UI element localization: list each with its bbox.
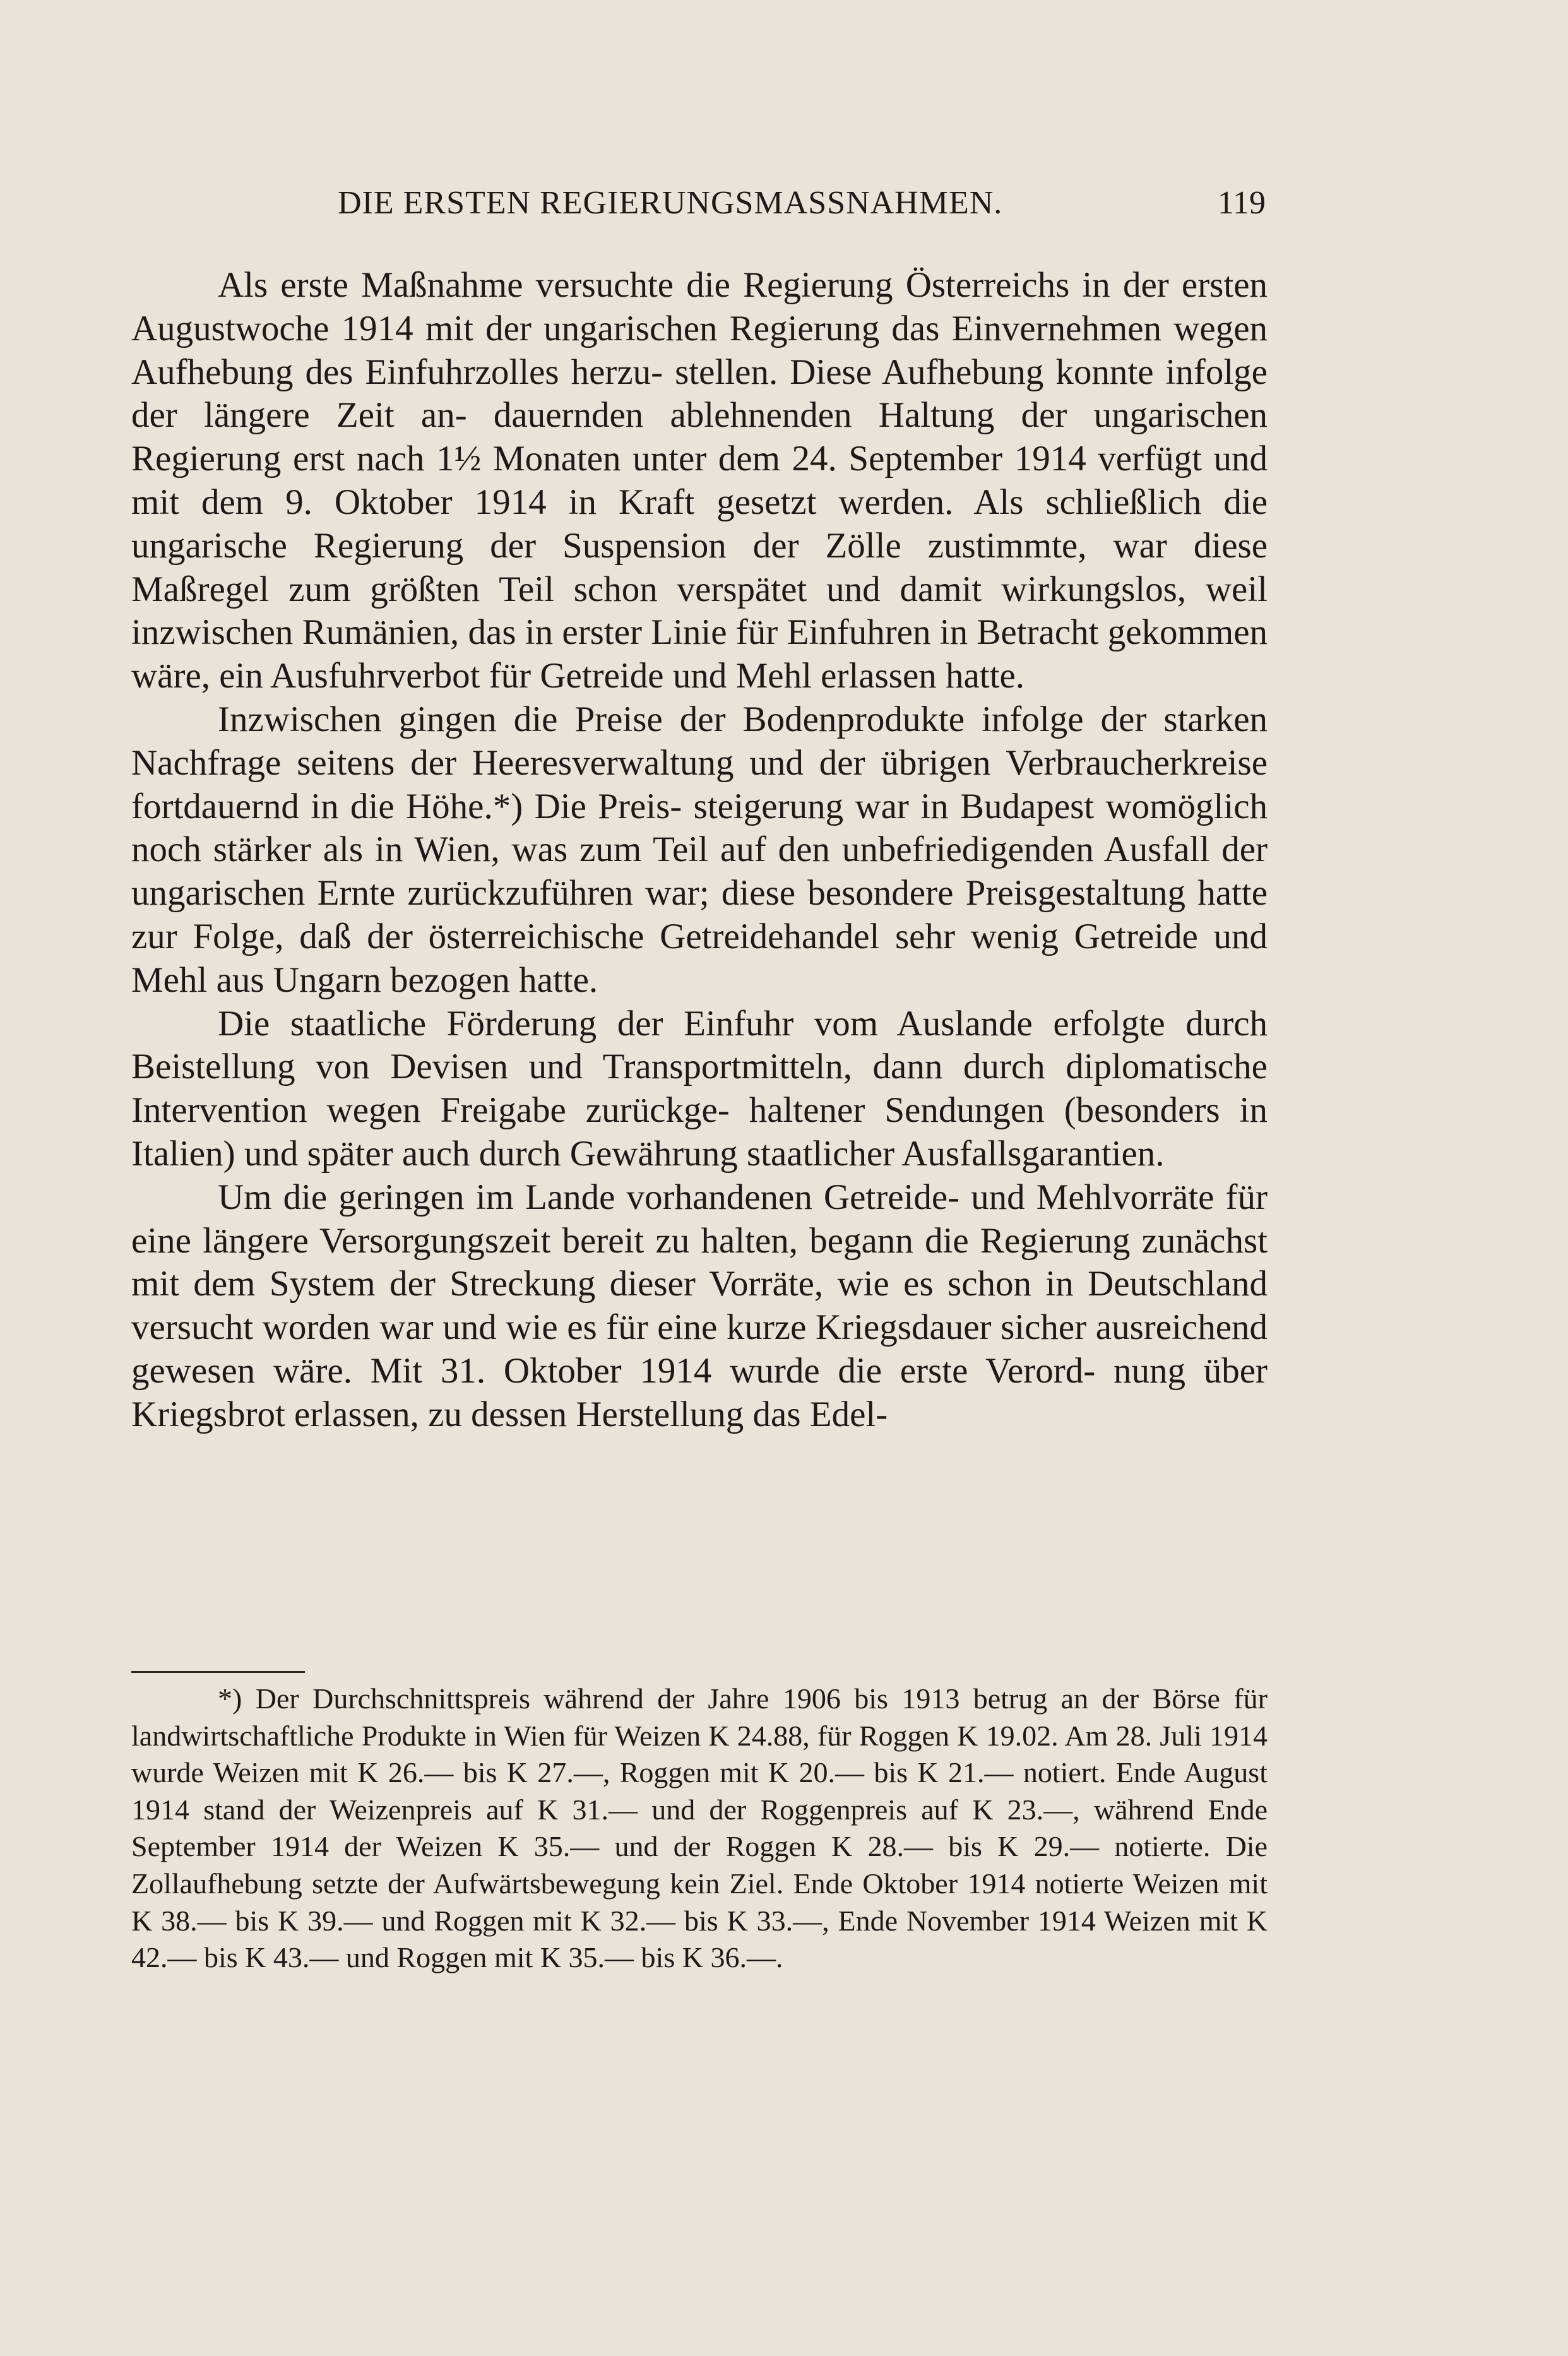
body-text bbox=[131, 264, 1268, 1437]
footnote-divider bbox=[131, 1671, 305, 1673]
paragraph-2: Inzwischen gingen die Preise der Bodenprodukte infolge der starken Nachfrage seitens der Heeresverwaltung und der übrigen Verbraucherkreise fortdauernd in die Höhe.*) Die Preis- steigerung war in Budapest womöglich noch stärker als in Wien, was zum Teil auf den unbefriedigenden Ausfall der ungarischen Ernte zurückzuführen war; diese besondere Preisgestaltung hatte zur Folge, daß der österreichische Getreidehandel sehr wenig Getreide und Mehl aus Ungarn bezogen hatte. bbox=[131, 699, 1268, 1000]
page-header bbox=[129, 184, 1266, 229]
paragraph-3: Die staatliche Förderung der Einfuhr vom Auslande erfolgte durch Beistellung von Devisen und Transportmitteln, dann durch diplomatische Intervention wegen Freigabe zurückge- haltener Sendungen (besonders in Italien) und später auch durch Gewährung staatlicher Ausfallsgarantien. bbox=[131, 1003, 1268, 1174]
page-number: 119 bbox=[1217, 185, 1266, 221]
paragraph-1: Als erste Maßnahme versuchte die Regierung Österreichs in der ersten Augustwoche 1914 mit der ungarischen Regierung das Einvernehmen wegen Aufhebung des Einfuhrzolles herzu- stellen. Diese Aufhebung konnte infolge der längere Zeit an- dauernden ablehnenden Haltung der ungarischen Regierung erst nach 1½ Monaten unter dem 24. September 1914 verfügt und mit dem 9. Oktober 1914 in Kraft gesetzt werden. Als schließlich die ungarische Regierung der Suspension der Zölle zustimmte, war diese Maßregel zum größten Teil schon verspätet und damit wirkungslos, weil inzwischen Rumänien, das in erster Linie für Einfuhren in Betracht gekommen wäre, ein Ausfuhrverbot für Getreide und Mehl erlassen hatte. bbox=[131, 265, 1268, 696]
running-title: DIE ERSTEN REGIERUNGSMASSNAHMEN. bbox=[338, 185, 1003, 221]
paragraph-4: Um die geringen im Lande vorhandenen Getreide- und Mehlvorräte für eine längere Versorgungszeit bereit zu halten, begann die Regierung zunächst mit dem System der Streckung dieser Vorräte, wie es schon in Deutschland versucht worden war und wie es für eine kurze Kriegsdauer sicher ausreichend gewesen wäre. Mit 31. Oktober 1914 wurde die erste Verord- nung über Kriegsbrot erlassen, zu dessen Herstellung das Edel- bbox=[131, 1177, 1268, 1434]
footnote: *) Der Durchschnittspreis während der Jahre 1906 bis 1913 betrug an der Börse für landwirtschaftliche Produkte in Wien für Weizen K 24.88, für Roggen K 19.02. Am 28. Juli 1914 wurde Weizen mit K 26.— bis K 27.—, Roggen mit K 20.— bis K 21.— notiert. Ende August 1914 stand der Weizenpreis auf K 31.— und der Roggenpreis auf K 23.—, während Ende September 1914 der Weizen K 35.— und der Roggen K 28.— bis K 29.— notierte. Die Zollaufhebung setzte der Aufwärtsbewegung kein Ziel. Ende Oktober 1914 notierte Weizen mit K 38.— bis K 39.— und Roggen mit K 32.— bis K 33.—, Ende November 1914 Weizen mit K 42.— bis K 43.— und Roggen mit K 35.— bis K 36.—. bbox=[131, 1682, 1268, 1974]
